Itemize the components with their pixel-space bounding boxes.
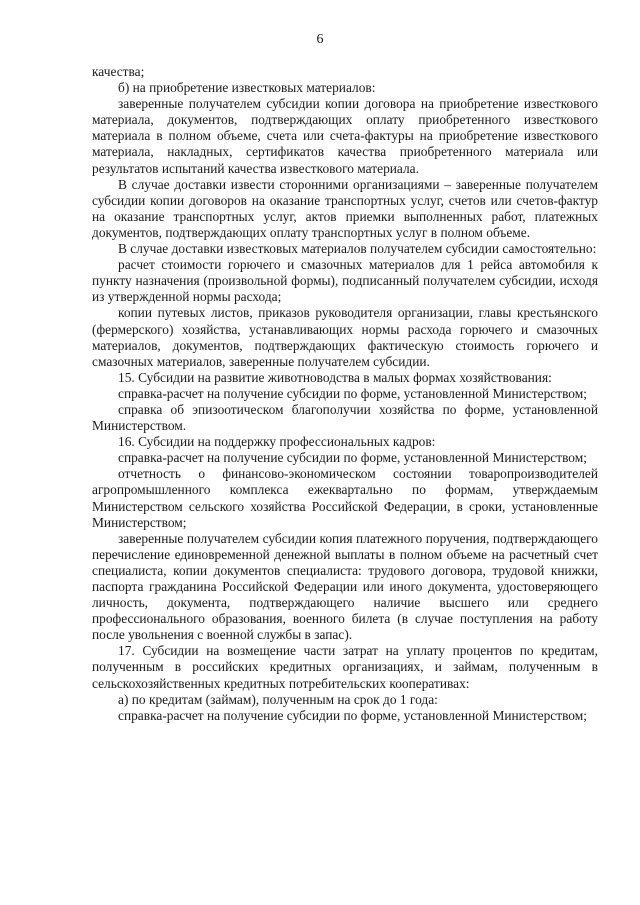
paragraph: справка-расчет на получение субсидии по форме, установленной Министерством; [118, 707, 587, 723]
paragraph: заверенные получателем субсидии копии договора на приобретение известкового материала, документов, подтверждающих оплату приобретенного известкового материала в полном объеме, счета или счета-фактуры на приобретение известкового материала, накладных, сертификатов качества приобретенного материала или результатов испытаний качества известкового материала. [92, 96, 598, 176]
document-body [92, 64, 598, 724]
page-number: 6 [316, 32, 324, 47]
paragraph: качества; [92, 64, 145, 79]
paragraph: б) на приобретение известковых материалов: [118, 80, 376, 96]
paragraph: расчет стоимости горючего и смазочных материалов для 1 рейса автомобиля к пункту назначения (произвольной формы), подписанный получателем субсидии, исходя из утвержденной нормы расхода; [92, 257, 598, 305]
paragraph: отчетность о финансово-экономическом состоянии товаропроизводителей агропромышленного комплекса ежеквартально по формам, утверждаемым Министерством сельского хозяйства Российской Федерации, в сроки, установленные Министерством; [92, 466, 598, 530]
paragraph: 15. Субсидии на развитие животноводства в малых формах хозяйствования: [118, 369, 552, 385]
paragraph: справка-расчет на получение субсидии по форме, установленной Министерством; [118, 450, 587, 466]
paragraph: заверенные получателем субсидии копия платежного поручения, подтверждающего перечисление единовременной денежной выплаты в полном объеме на расчетный счет специалиста, копии документов специалиста: трудового договора, трудовой книжки, паспорта гражданина Российской Федерации или иного документа, удостоверяющего личность, документа, подтверждающего наличие высшего или среднего профессионального образования, военного билета (в случае поступления на работу после увольнения с военной службы в запас). [92, 530, 598, 643]
paragraph: 16. Субсидии на поддержку профессиональных кадров: [118, 434, 436, 450]
paragraph: В случае доставки известковых материалов получателем субсидии самостоятельно: [118, 241, 597, 257]
paragraph: В случае доставки извести сторонними организациями – заверенные получателем субсидии копии договоров на оказание транспортных услуг, счетов или счетов-фактур на оказание транспортных услуг, актов приемки выполненных работ, платежных документов, подтверждающих оплату транспортных услуг в полном объеме. [92, 176, 598, 240]
paragraph: копии путевых листов, приказов руководителя организации, главы крестьянского (фермерского) хозяйства, устанавливающих нормы расхода горючего и смазочных материалов, документов, подтверждающих фактическую стоимость горючего и смазочных материалов, заверенные получателем субсидии. [92, 305, 598, 369]
paragraph: а) по кредитам (займам), полученным на срок до 1 года: [118, 691, 438, 707]
paragraph: 17. Субсидии на возмещение части затрат на уплату процентов по кредитам, полученным в российских кредитных организациях, и займам, полученным в сельскохозяйственных кредитных потребительских кооперативах: [92, 643, 598, 691]
paragraph: справка-расчет на получение субсидии по форме, установленной Министерством; [118, 385, 587, 401]
paragraph: справка об эпизоотическом благополучии хозяйства по форме, установленной Министерством. [92, 401, 598, 434]
